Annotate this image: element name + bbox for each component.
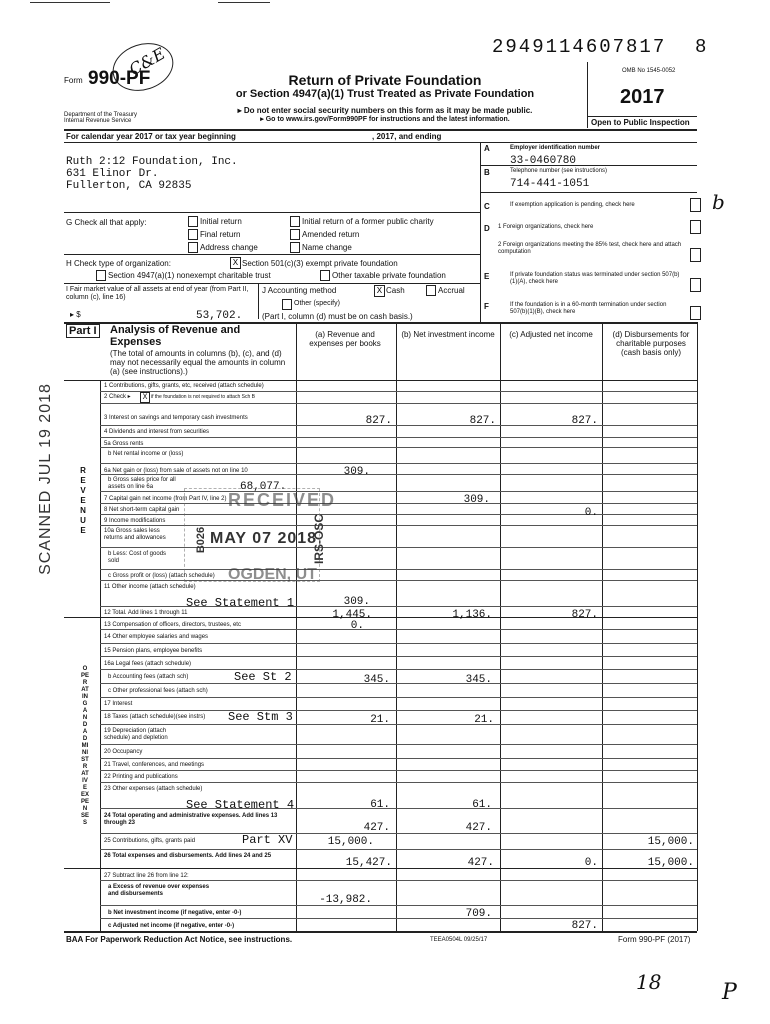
checkbox-d2[interactable] (690, 248, 701, 262)
form-label: Form (64, 76, 83, 85)
line-19: 19 Depreciation (attach schedule) and depletion (104, 728, 168, 741)
handwritten-page-number: 18 (636, 970, 662, 994)
line-10c: c Gross profit or (loss) (attach schedule) (108, 573, 215, 579)
checkbox-name-change[interactable] (290, 242, 300, 253)
line-18: 18 Taxes (attach schedule)(see instrs) (104, 714, 206, 720)
footer-baa: BAA For Paperwork Reduction Act Notice, see instructions. (66, 935, 293, 944)
document-locator-number: 2949114607817 (492, 36, 667, 58)
line-22: 22 Printing and publications (104, 774, 178, 780)
col-d-left (602, 322, 603, 931)
line-27b: b Net investment income (if negative, enter -0-) (108, 910, 242, 916)
l12-col-a: 1,445. (332, 609, 372, 621)
line-24: 24 Total operating and administrative expenses. Add lines 13 through 23 (104, 813, 278, 826)
checkbox-501c3[interactable]: X (230, 257, 241, 269)
f-text: If the foundation is in a 60-month termination under section 507(b)(1)(B), check here (510, 302, 667, 315)
line-12: 12 Total. Add lines 1 through 11 (104, 610, 188, 616)
footer-code: TEEA0504L 09/25/17 (430, 937, 488, 943)
footer-form: Form 990-PF (2017) (618, 935, 691, 944)
line-5a: 5a Gross rents (104, 441, 144, 447)
instruction-website: ▸ Go to www.irs.gov/Form990PF for instructions and the latest information. (260, 116, 510, 123)
received-stamp-frame (184, 488, 320, 582)
footer-rule (64, 931, 697, 933)
org-city: Fullerton, CA 92835 (66, 180, 192, 192)
checkbox-f[interactable] (690, 306, 701, 320)
j-part-note: (Part I, column (d) must be on cash basis.) (262, 312, 413, 321)
part1-label: Part I (66, 324, 100, 338)
handwritten-p: P (722, 980, 737, 1005)
line-27a: a Excess of revenue over expenses and disbursements (108, 884, 210, 897)
l24-col-b: 427. (465, 822, 492, 834)
i-label: I Fair market value of all assets at end of year (from Part II, column (c), line 16) (66, 286, 249, 301)
table-row-rule (100, 833, 697, 834)
l26-col-c: 0. (584, 857, 598, 869)
line-16b: b Accounting fees (attach sch) (108, 674, 189, 680)
l12-col-b: 1,136. (452, 609, 492, 621)
label-e: E (484, 272, 490, 281)
ein-label: Employer identification number (510, 145, 601, 151)
tax-year: 2017 (620, 86, 665, 108)
table-row-rule (100, 697, 697, 698)
part1-title: Analysis of Revenue and Expenses (110, 324, 241, 348)
irs-name: Internal Revenue Service (64, 118, 132, 124)
table-row-rule (100, 849, 697, 850)
line-6b-value: 68,077. (240, 481, 287, 493)
line-26: 26 Total expenses and disbursements. Add lines 24 and 25 (104, 853, 272, 859)
d1-text: 1 Foreign organizations, check here (498, 224, 594, 230)
line-16c: c Other professional fees (attach sch) (108, 688, 208, 694)
side-label-expenses: OPERATING AND ADMINISTRATIVE EXPENSES (81, 666, 90, 826)
table-row-rule (100, 669, 697, 670)
table-row-rule (100, 403, 697, 404)
l27b-col-b: 709. (465, 908, 492, 920)
handwritten-ce-text: C&E (125, 43, 169, 80)
col-d-header: (d) Disbursements for charitable purposes (cash basis only) (612, 330, 690, 357)
i-arrow: ▸ $ (70, 310, 81, 319)
l3-col-b: 827. (469, 415, 496, 427)
line-14: 14 Other employee salaries and wages (104, 634, 209, 640)
line-15: 15 Pension plans, employee benefits (104, 648, 203, 654)
e-text: If private foundation status was terminated under section 507(b)(1)(A), check here (510, 272, 680, 285)
line-4: 4 Dividends and interest from securities (104, 429, 210, 435)
received-stamp: RECEIVED (228, 490, 337, 510)
line-6a: 6a Net gain or (loss) from sale of assets not on line 10 (104, 468, 248, 474)
table-row-rule (100, 391, 697, 392)
table-row-rule (100, 905, 697, 906)
col-a-left (296, 322, 297, 931)
checkbox-line2[interactable]: X (140, 392, 150, 403)
year-box-left (587, 62, 588, 128)
part1-header-bottom (64, 380, 697, 381)
line-23-ref: See Statement 4 (186, 798, 295, 812)
irs-osc-stamp: IRS-OSC (312, 513, 327, 565)
g-address-change: Address change (200, 243, 258, 252)
table-row-rule (100, 724, 697, 725)
line-18-ref: See Stm 3 (228, 710, 293, 724)
section-rule (64, 617, 697, 618)
h-other-taxable: Other taxable private foundation (332, 271, 446, 280)
g-final-return: Final return (200, 230, 241, 239)
line-10a: 10a Gross sales less returns and allowances (104, 528, 166, 541)
j-accrual: Accrual (438, 286, 465, 295)
table-row-rule (100, 918, 697, 919)
l26-col-a: 15,427. (345, 857, 392, 869)
col-b-left (396, 322, 397, 931)
l3-col-c: 827. (571, 415, 598, 427)
l25-col-a: 15,000. (327, 836, 374, 848)
checkbox-e[interactable] (690, 278, 701, 292)
line-11-ref: See Statement 1 (186, 596, 295, 610)
checkbox-c[interactable] (690, 198, 701, 212)
table-row-rule (100, 782, 697, 783)
checkbox-other-taxable[interactable] (320, 270, 330, 281)
l7-col-b: 309. (463, 494, 490, 506)
l16b-col-a: 345. (363, 674, 390, 686)
dln-suffix: 8 (695, 36, 707, 58)
l27a-col-a: -13,982. (319, 894, 372, 906)
calendar-year-line: For calendar year 2017 or tax year beginning (66, 132, 236, 141)
g-top-rule (64, 212, 480, 213)
line-3: 3 Interest on savings and temporary cash investments (104, 415, 248, 421)
i-top-rule (64, 283, 480, 284)
line-5b: b Net rental income or (loss) (108, 451, 184, 457)
line-8: 8 Net short-term capital gain (104, 507, 180, 513)
table-row-rule (100, 629, 697, 630)
line-27: 27 Subtract line 26 from line 12: (104, 873, 189, 879)
line-16a: 16a Legal fees (attach schedule) (104, 661, 192, 667)
side-label-revenue: REVENUE (80, 466, 86, 535)
dept-treasury: Department of the Treasury (64, 112, 138, 118)
line-23: 23 Other expenses (attach schedule) (104, 786, 203, 792)
handwritten-b: b (712, 190, 725, 214)
col-c-header: (c) Adjusted net income (509, 330, 593, 339)
label-f: F (484, 302, 489, 311)
table-row-rule (100, 437, 697, 438)
l26-col-d: 15,000. (647, 857, 694, 869)
j-other: Other (specify) (294, 300, 340, 307)
h-top-rule (64, 254, 480, 255)
ij-divider (258, 283, 259, 319)
line-7: 7 Capital gain net income (from Part IV, line 2) (104, 496, 227, 502)
c-text: If exemption application is pending, check here (510, 202, 635, 208)
received-date-stamp: MAY 07 2018 (210, 530, 318, 547)
scanned-stamp: SCANNED JUL 19 2018 (36, 383, 54, 575)
line-10b: b Less: Cost of goods sold (108, 551, 167, 564)
l16b-col-b: 345. (465, 674, 492, 686)
i-fmv-value: 53,702. (196, 310, 243, 322)
h-501c3: Section 501(c)(3) exempt private foundation (242, 259, 398, 268)
label-d: D (484, 224, 490, 233)
form-number: 990-PF (88, 68, 151, 89)
j-label: J Accounting method (262, 286, 337, 295)
label-b: B (484, 168, 490, 177)
table-row-rule (100, 710, 697, 711)
l27c-col-c: 827. (571, 920, 598, 932)
table-row-rule (100, 463, 697, 464)
l18-col-a: 21. (370, 714, 390, 726)
line-6b: b Gross sales price for all assets on line 6a (108, 477, 176, 490)
line-25: 25 Contributions, gifts, grants paid (104, 838, 196, 844)
form-title: Return of Private Foundation (288, 72, 482, 88)
ein-value: 33-0460780 (510, 155, 577, 167)
checkbox-4947[interactable] (96, 270, 106, 281)
l23-col-b: 61. (472, 799, 492, 811)
g-initial-return: Initial return (200, 217, 242, 226)
h-4947: Section 4947(a)(1) nonexempt charitable trust (108, 271, 271, 280)
line-2b: if the foundation is not required to attach Sch B (151, 394, 255, 400)
checkbox-address-change[interactable] (188, 242, 198, 253)
year-box-divider (587, 116, 697, 117)
l18-col-b: 21. (474, 714, 494, 726)
table-row-rule (100, 656, 697, 657)
phone-value: 714-441-1051 (510, 178, 590, 190)
part1-desc: (The total of amounts in columns (b), (c), and (d) may not necessarily equal the amounts in column (a) (see instructions).) (110, 349, 286, 376)
line-20: 20 Occupancy (104, 749, 143, 755)
line-27c: c Adjusted net income (if negative, enter -0-) (108, 923, 235, 929)
l6a-col-a: 309. (343, 466, 370, 478)
checkbox-former-public[interactable] (290, 216, 300, 227)
l13-col-a: 0. (350, 620, 364, 632)
batch-stamp: B026 (195, 526, 208, 554)
line-1: 1 Contributions, gifts, grants, etc, received (attach schedule) (104, 383, 264, 389)
label-a: A (484, 144, 490, 153)
d2-text: 2 Foreign organizations meeting the 85% test, check here and attach computation (498, 242, 682, 255)
omb-number: OMB No 1545-0052 (622, 68, 676, 74)
scan-mark-top-right (218, 2, 270, 3)
line-9: 9 Income modifications (104, 518, 166, 524)
l26-col-b: 427. (467, 857, 494, 869)
l3-col-a: 827. (365, 415, 392, 427)
table-row-rule (100, 425, 697, 426)
l11-col-a: 309. (343, 596, 370, 608)
instruction-ssn: ▸ Do not enter social security numbers on this form as it may be made public. (237, 106, 533, 115)
line-21: 21 Travel, conferences, and meetings (104, 762, 205, 768)
ein-rule (480, 165, 697, 166)
checkbox-other-method[interactable] (282, 299, 292, 310)
line-25-ref: Part XV (242, 833, 293, 847)
checkbox-d1[interactable] (690, 220, 701, 234)
line-17: 17 Interest (104, 701, 133, 707)
checkbox-cash[interactable]: X (374, 285, 385, 297)
g-name-change: Name change (302, 243, 352, 252)
form-subtitle: or Section 4947(a)(1) Trust Treated as Private Foundation (235, 88, 535, 100)
line-13: 13 Compensation of officers, directors, trustees, etc (104, 622, 241, 628)
org-name: Ruth 2:12 Foundation, Inc. (66, 156, 238, 168)
l25-col-d: 15,000. (647, 836, 694, 848)
table-row-rule (100, 758, 697, 759)
h-label: H Check type of organization: (66, 259, 171, 268)
scan-mark-top-left (30, 2, 110, 3)
g-amended: Amended return (302, 230, 360, 239)
l24-col-a: 427. (363, 822, 390, 834)
open-to-public: Open to Public Inspection (591, 118, 690, 127)
g-label: G Check all that apply: (66, 218, 147, 227)
table-row-rule (100, 880, 697, 881)
table-row-rule (100, 643, 697, 644)
table-row-rule (100, 770, 697, 771)
org-street: 631 Elinor Dr. (66, 168, 159, 180)
l8-col-c: 0. (584, 507, 598, 519)
g-former-public: Initial return of a former public charity (302, 217, 434, 226)
checkbox-final-return[interactable] (188, 229, 198, 240)
phone-label: Telephone number (see instructions) (510, 168, 608, 174)
calendar-ending: , 2017, and ending (372, 132, 442, 141)
line-2: 2 Check ▸ (104, 394, 131, 400)
line-16b-ref: See St 2 (234, 670, 292, 684)
checkbox-accrual[interactable] (426, 285, 436, 296)
table-row-rule (100, 744, 697, 745)
line-11: 11 Other income (attach schedule) (104, 584, 196, 590)
ogden-stamp: OGDEN, UT (228, 566, 317, 583)
col-a-header: (a) Revenue and expenses per books (309, 330, 381, 348)
table-row-rule (100, 683, 697, 684)
col-b-header: (b) Net investment income (401, 330, 495, 339)
header-bottom-rule (64, 129, 697, 131)
label-c: C (484, 202, 490, 211)
l12-col-c: 827. (571, 609, 598, 621)
l23-col-a: 61. (370, 799, 390, 811)
col-right-border (697, 322, 698, 931)
org-right-divider (480, 142, 481, 322)
j-cash: Cash (386, 286, 405, 295)
col-c-left (500, 322, 501, 931)
checkbox-amended[interactable] (290, 229, 300, 240)
table-row-rule (100, 447, 697, 448)
phone-rule (480, 192, 697, 193)
calendar-rule (64, 142, 697, 143)
checkbox-initial-return[interactable] (188, 216, 198, 227)
